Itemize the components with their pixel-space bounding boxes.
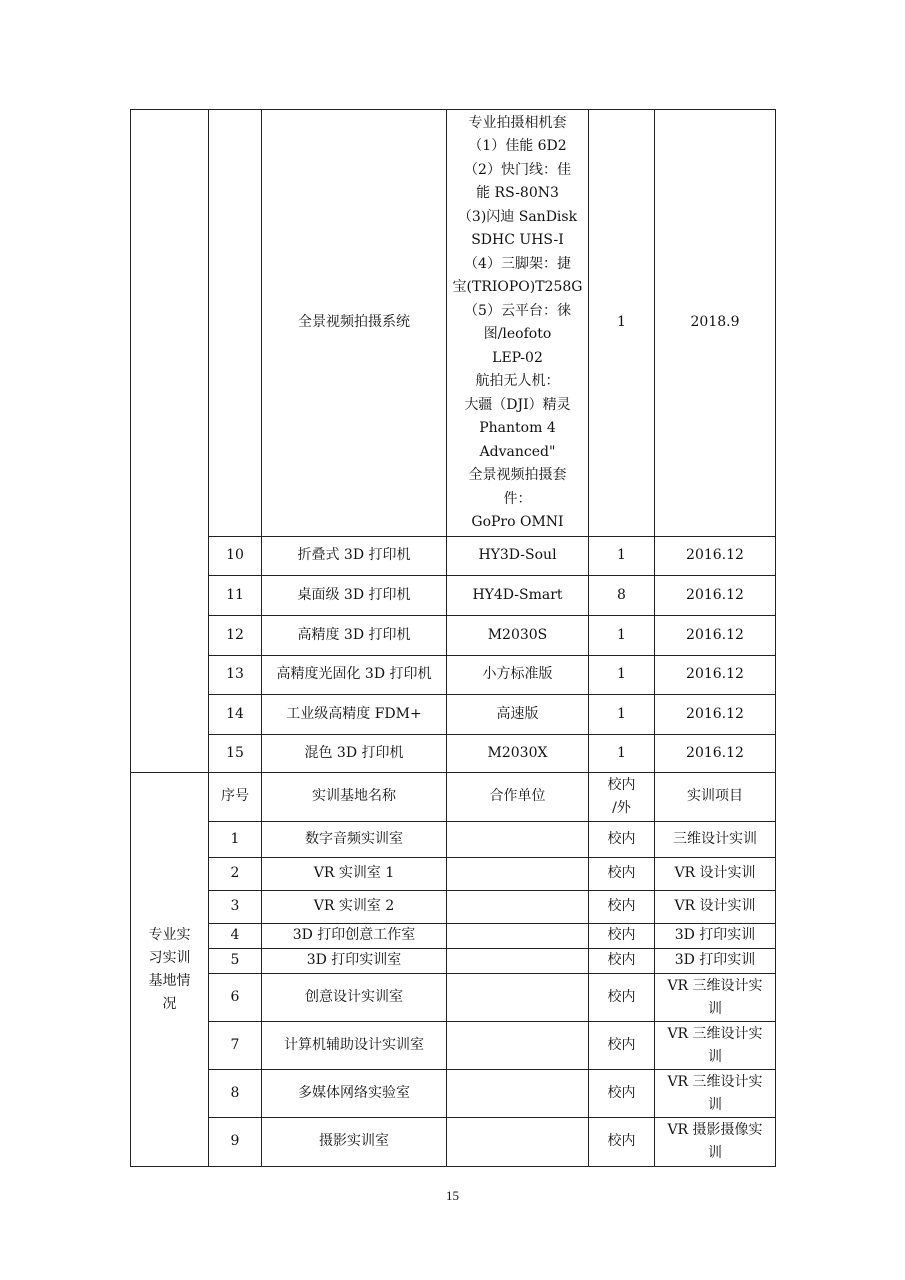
bases-project-line: VR 三维设计实 xyxy=(667,1025,763,1042)
bases-location-cell: 校内 xyxy=(589,858,655,891)
bases-no-cell: 5 xyxy=(209,949,262,974)
bases-row xyxy=(131,924,776,949)
model-line: （1）佳能 6D2 xyxy=(468,138,567,154)
equipment-name-cell: 高精度 3D 打印机 xyxy=(262,616,447,656)
bases-no-cell: 8 xyxy=(209,1070,262,1118)
bases-location-cell: 校内 xyxy=(589,1022,655,1070)
equipment-row xyxy=(131,695,776,735)
equipment-name-cell: 高精度光固化 3D 打印机 xyxy=(262,656,447,695)
model-line: GoPro OMNI xyxy=(471,514,564,530)
bases-row xyxy=(131,858,776,891)
equipment-qty-cell: 1 xyxy=(589,616,655,656)
bases-header-name: 实训基地名称 xyxy=(262,773,447,822)
bases-header-location-line: 校内 xyxy=(607,777,636,793)
model-line: 航拍无人机： xyxy=(475,373,560,389)
equipment-name-cell: 工业级高精度 FDM+ xyxy=(262,695,447,735)
bases-name-cell: 摄影实训室 xyxy=(262,1118,447,1167)
model-line: 全景视频拍摄套 xyxy=(468,467,567,483)
equipment-model-cell: M2030X xyxy=(447,735,589,773)
equipment-qty-cell: 1 xyxy=(589,735,655,773)
equipment-model-cell: 高速版 xyxy=(447,695,589,735)
equipment-no-cell: 12 xyxy=(209,616,262,656)
bases-location-cell: 校内 xyxy=(589,924,655,949)
bases-row xyxy=(131,822,776,858)
bases-no-cell: 3 xyxy=(209,891,262,924)
equipment-no-cell: 14 xyxy=(209,695,262,735)
bases-project-cell: 3D 打印实训 xyxy=(655,949,776,974)
page-number: 15 xyxy=(446,1188,459,1203)
bases-partner-cell xyxy=(447,1070,589,1118)
equipment-model-cell: HY3D-Soul xyxy=(447,537,589,576)
equipment-row-panorama xyxy=(131,110,776,537)
equipment-section-label-cell xyxy=(131,110,209,773)
bases-row xyxy=(131,1022,776,1070)
equipment-no-cell xyxy=(209,110,262,537)
bases-project-line: VR 摄影摄像实 xyxy=(667,1122,763,1138)
model-line: （2）快门线：佳 xyxy=(464,161,571,178)
equipment-name-cell: 桌面级 3D 打印机 xyxy=(262,576,447,616)
equipment-row xyxy=(131,537,776,576)
equipment-no-cell: 13 xyxy=(209,656,262,695)
bases-partner-cell xyxy=(447,891,589,924)
bases-name-cell: 3D 打印创意工作室 xyxy=(262,924,447,949)
bases-name-cell: 多媒体网络实验室 xyxy=(262,1070,447,1118)
bases-project-cell: VR 设计实训 xyxy=(655,858,776,891)
bases-row xyxy=(131,1070,776,1118)
bases-row xyxy=(131,949,776,974)
equipment-and-bases-table xyxy=(130,109,776,1167)
bases-no-cell: 9 xyxy=(209,1118,262,1167)
equipment-date-cell: 2016.12 xyxy=(655,616,776,656)
model-line: （4）三脚架：捷 xyxy=(464,255,571,272)
bases-partner-cell xyxy=(447,858,589,891)
bases-project-cell: 3D 打印实训 xyxy=(655,924,776,949)
bases-no-cell: 2 xyxy=(209,858,262,891)
model-line: 专业拍摄相机套 xyxy=(468,114,567,131)
bases-location-cell: 校内 xyxy=(589,949,655,974)
bases-location-cell: 校内 xyxy=(589,1118,655,1167)
bases-header-project: 实训项目 xyxy=(655,773,776,822)
bases-no-cell: 7 xyxy=(209,1022,262,1070)
equipment-qty-cell: 8 xyxy=(589,576,655,616)
bases-header-partner: 合作单位 xyxy=(447,773,589,822)
equipment-date-cell: 2016.12 xyxy=(655,735,776,773)
bases-header-no: 序号 xyxy=(209,773,262,822)
equipment-qty-cell: 1 xyxy=(589,537,655,576)
bases-no-cell: 4 xyxy=(209,924,262,949)
bases-location-cell: 校内 xyxy=(589,974,655,1022)
bases-section-label-text: 专业实习实训基地情况 xyxy=(148,926,191,1012)
model-line: 大疆（DJI）精灵 xyxy=(464,396,571,413)
bases-header-location-line: /外 xyxy=(612,800,631,816)
model-line: 宝(TRIOPO)T258G xyxy=(452,279,583,295)
equipment-model-cell: HY4D-Smart xyxy=(447,576,589,616)
bases-row xyxy=(131,974,776,1022)
bases-project-cell: 三维设计实训 xyxy=(655,822,776,858)
bases-project-cell xyxy=(655,1118,776,1167)
equipment-qty-cell: 1 xyxy=(589,695,655,735)
equipment-model-cell xyxy=(447,110,589,537)
bases-project-line: 训 xyxy=(708,1096,722,1113)
equipment-qty-cell: 1 xyxy=(589,110,655,537)
equipment-model-cell: M2030S xyxy=(447,616,589,656)
bases-header-location xyxy=(589,773,655,822)
bases-partner-cell xyxy=(447,974,589,1022)
bases-partner-cell xyxy=(447,924,589,949)
bases-location-cell: 校内 xyxy=(589,891,655,924)
equipment-model-cell: 小方标准版 xyxy=(447,656,589,695)
model-line: （5）云平台：徕 xyxy=(464,302,571,319)
bases-project-cell: VR 设计实训 xyxy=(655,891,776,924)
bases-location-cell: 校内 xyxy=(589,822,655,858)
model-line: Advanced" xyxy=(479,443,556,460)
bases-row xyxy=(131,1118,776,1167)
equipment-row xyxy=(131,616,776,656)
equipment-row xyxy=(131,735,776,773)
model-line: Phantom 4 xyxy=(479,420,556,436)
equipment-date-cell: 2016.12 xyxy=(655,656,776,695)
bases-partner-cell xyxy=(447,1022,589,1070)
bases-project-cell xyxy=(655,1070,776,1118)
equipment-date-cell: 2016.12 xyxy=(655,537,776,576)
bases-name-cell: VR 实训室 1 xyxy=(262,858,447,891)
bases-project-line: 训 xyxy=(708,1000,722,1017)
bases-partner-cell xyxy=(447,1118,589,1167)
bases-header-row xyxy=(131,773,776,822)
bases-project-line: 训 xyxy=(708,1048,722,1065)
bases-project-line: VR 三维设计实 xyxy=(667,1073,763,1090)
equipment-qty-cell: 1 xyxy=(589,656,655,695)
equipment-date-cell: 2016.12 xyxy=(655,576,776,616)
bases-no-cell: 1 xyxy=(209,822,262,858)
bases-section-label xyxy=(131,773,209,1167)
model-line: 能 RS-80N3 xyxy=(476,185,559,201)
model-line: SDHC UHS-I xyxy=(471,232,564,248)
equipment-name-cell: 折叠式 3D 打印机 xyxy=(262,537,447,576)
equipment-no-cell: 11 xyxy=(209,576,262,616)
bases-name-cell: VR 实训室 2 xyxy=(262,891,447,924)
model-line: 件： xyxy=(503,490,532,507)
bases-no-cell: 6 xyxy=(209,974,262,1022)
bases-project-line: 训 xyxy=(708,1145,722,1161)
bases-partner-cell xyxy=(447,822,589,858)
bases-name-cell: 3D 打印实训室 xyxy=(262,949,447,974)
equipment-date-cell: 2016.12 xyxy=(655,695,776,735)
bases-name-cell: 数字音频实训室 xyxy=(262,822,447,858)
equipment-no-cell: 10 xyxy=(209,537,262,576)
bases-name-cell: 计算机辅助设计实训室 xyxy=(262,1022,447,1070)
equipment-row xyxy=(131,656,776,695)
equipment-no-cell: 15 xyxy=(209,735,262,773)
bases-name-cell: 创意设计实训室 xyxy=(262,974,447,1022)
equipment-name-cell: 混色 3D 打印机 xyxy=(262,735,447,773)
bases-partner-cell xyxy=(447,949,589,974)
bases-row xyxy=(131,891,776,924)
model-line: LEP-02 xyxy=(492,349,543,366)
bases-project-cell xyxy=(655,1022,776,1070)
bases-project-line: VR 三维设计实 xyxy=(667,977,763,994)
equipment-name-cell: 全景视频拍摄系统 xyxy=(262,110,447,537)
equipment-row xyxy=(131,576,776,616)
equipment-date-cell: 2018.9 xyxy=(655,110,776,537)
model-line: （3)闪迪 SanDisk xyxy=(457,208,578,225)
bases-location-cell: 校内 xyxy=(589,1070,655,1118)
bases-project-cell xyxy=(655,974,776,1022)
model-line: 图/leofoto xyxy=(483,326,552,342)
